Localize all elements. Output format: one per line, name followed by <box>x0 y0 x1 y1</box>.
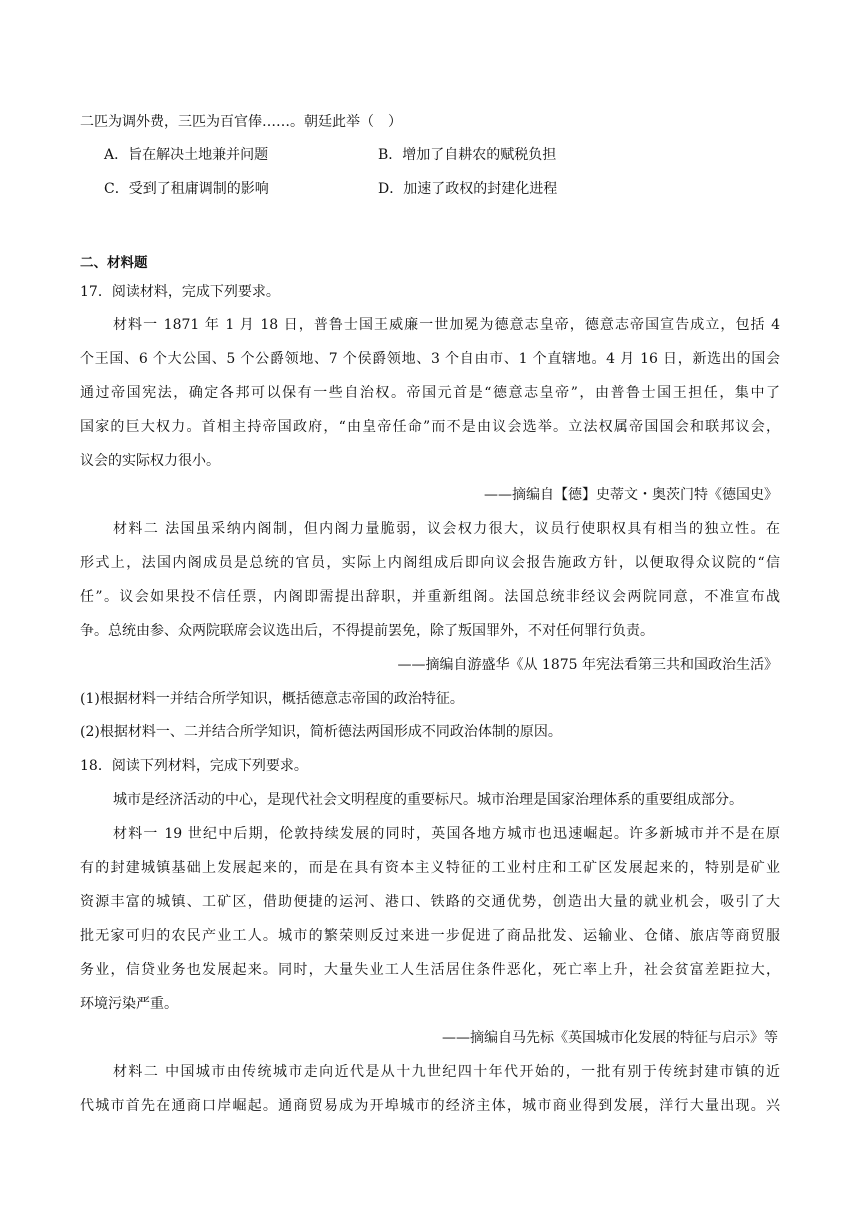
q17-subquestion-1: (1)根据材料一并结合所学知识，概括德意志帝国的政治特征。 <box>80 691 464 707</box>
q18-material1-line: 资源丰富的城镇、工矿区，借助便捷的运河、港口、铁路的交通优势，创造出大量的就业机会，吸引了大 <box>80 894 780 910</box>
q17-subquestion-2: (2)根据材料一、二并结合所学知识，简析德法两国形成不同政治体制的原因。 <box>80 724 562 740</box>
q17-material1-line: 材料一 1871 年 1 月 18 日，普鲁士国王威廉一世加冕为德意志皇帝，德意志帝国宣告成立，包括 4 <box>113 317 780 333</box>
q16-stem-tail: 二匹为调外费，三匹为百官俸……。朝廷此举（ ） <box>80 114 402 130</box>
q18-material1-line: 批无家可归的农民产业工人。城市的繁荣则反过来进一步促进了商品批发、运输业、仓储、旅店等商贸服 <box>80 928 780 944</box>
q17-material1-source: ——摘编自【德】史蒂文・奥茨门特《德国史》 <box>484 487 778 503</box>
section-heading: 二、材料题 <box>80 255 148 271</box>
q17-material2-line: 争。总统由参、众两院联席会议选出后，不得提前罢免，除了叛国罪外，不对任何罪行负责。 <box>80 623 654 639</box>
q17-material2-line: 材料二 法国虽采纳内阁制，但内阁力量脆弱，议会权力很大，议员行使职权具有相当的独立性。在 <box>113 521 780 537</box>
q18-material1-line: 务业，信贷业务也发展起来。同时，大量失业工人生活居住条件恶化，死亡率上升，社会贫富差距拉大， <box>80 962 780 978</box>
q18-material2-line: 代城市首先在通商口岸崛起。通商贸易成为开埠城市的经济主体，城市商业得到发展，洋行大量出现。兴 <box>80 1098 780 1114</box>
q17-stem: 17．阅读材料，完成下列要求。 <box>80 284 280 300</box>
q18-material1-source: ——摘编自马先标《英国城市化发展的特征与启示》等 <box>442 1030 778 1046</box>
q17-material1-line: 议会的实际权力很小。 <box>80 453 220 469</box>
q16-option-c: C．受到了租庸调制的影响 <box>104 181 269 197</box>
q18-material1-line: 有的封建城镇基础上发展起来的，而是在具有资本主义特征的工业村庄和工矿区发展起来的，特别是矿业 <box>80 860 780 876</box>
q17-material2-source: ——摘编自游盛华《从 1875 年宪法看第三共和国政治生活》 <box>397 657 778 673</box>
q18-material1-line: 材料一 19 世纪中后期，伦敦持续发展的同时，英国各地方城市也迅速崛起。许多新城市并不是在原 <box>113 826 780 842</box>
q18-material2-line: 材料二 中国城市由传统城市走向近代是从十九世纪四十年代开始的，一批有别于传统封建市镇的近 <box>113 1064 780 1080</box>
q17-material2-line: 任”。议会如果投不信任票，内阁即需提出辞职，并重新组阁。法国总统非经议会两院同意，不准宣布战 <box>80 589 780 605</box>
q17-material1-line: 通过帝国宪法，确定各邦可以保有一些自治权。帝国元首是“德意志皇帝”，由普鲁士国王担任，集中了 <box>80 385 780 401</box>
q17-material1-line: 国家的巨大权力。首相主持帝国政府，“由皇帝任命”而不是由议会选举。立法权属帝国国会和联邦议会， <box>80 419 780 435</box>
q16-option-b: B．增加了自耕农的赋税负担 <box>378 147 557 163</box>
q17-material1-line: 个王国、6 个大公国、5 个公爵领地、7 个侯爵领地、3 个自由市、1 个直辖地。4 月 16 日，新选出的国会 <box>80 351 780 367</box>
q18-material1-line: 环境污染严重。 <box>80 996 178 1012</box>
q18-stem: 18．阅读下列材料，完成下列要求。 <box>80 758 308 774</box>
q16-option-a: A．旨在解决土地兼并问题 <box>104 147 269 163</box>
q16-option-d: D．加速了政权的封建化进程 <box>378 181 558 197</box>
q18-intro: 城市是经济活动的中心，是现代社会文明程度的重要标尺。城市治理是国家治理体系的重要组成部分。 <box>113 792 743 808</box>
q17-material2-line: 形式上，法国内阁成员是总统的官员，实际上内阁组成后即向议会报告施政方针，以便取得众议院的“信 <box>80 555 780 571</box>
